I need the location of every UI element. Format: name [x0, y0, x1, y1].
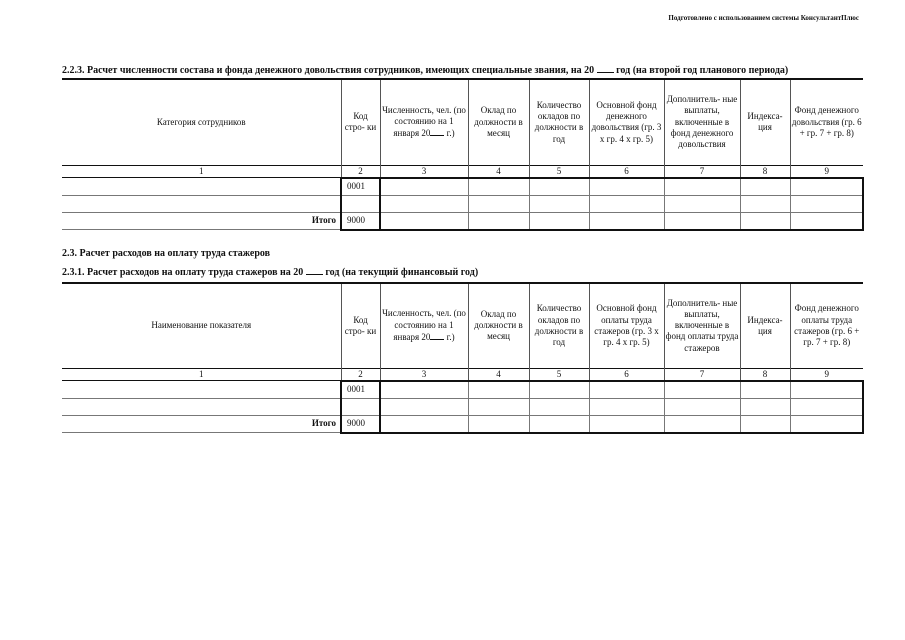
- total-value-cell[interactable]: [664, 415, 740, 433]
- indicator-cell[interactable]: [62, 398, 341, 415]
- total-value-cell[interactable]: [529, 415, 589, 433]
- category-cell[interactable]: [62, 178, 341, 196]
- col-number: 7: [664, 165, 740, 178]
- value-cell[interactable]: [790, 381, 863, 399]
- total-value-cell[interactable]: [790, 212, 863, 230]
- value-cell[interactable]: [529, 178, 589, 196]
- table-row: [62, 178, 863, 196]
- value-cell[interactable]: [589, 398, 664, 415]
- value-cell[interactable]: [529, 398, 589, 415]
- value-cell[interactable]: [664, 178, 740, 196]
- year-suffix: г.): [446, 128, 455, 139]
- section-title-prefix: 2.2.3. Расчет численности состава и фонда денежного довольствия сотрудников, имеющих специальные звания, на 20: [62, 65, 595, 76]
- value-cell[interactable]: [380, 178, 468, 196]
- total-row: [62, 415, 863, 433]
- row-code-cell: [341, 398, 380, 415]
- total-value-cell[interactable]: [468, 212, 529, 230]
- col-header-headcount: [380, 283, 468, 368]
- table-row: [62, 195, 863, 212]
- col-header-salary: Оклад по должности в месяц: [468, 79, 529, 165]
- indicator-cell[interactable]: [62, 381, 341, 399]
- col-number: 1: [62, 368, 341, 381]
- section-2-3-1-title: [62, 266, 478, 278]
- col-number: 4: [468, 165, 529, 178]
- value-cell[interactable]: [589, 178, 664, 196]
- col-header-category: Категория сотрудников: [62, 79, 341, 165]
- col-header-additional-payments: Дополнитель- ные выплаты, включенные в фонд денежного довольствия: [664, 79, 740, 165]
- year-blank: [430, 331, 444, 340]
- value-cell[interactable]: [529, 381, 589, 399]
- value-cell[interactable]: [589, 195, 664, 212]
- total-code-cell: 9000: [341, 212, 380, 230]
- headcount-label: Численность, чел. (по состоянию на 1 января 20: [382, 104, 466, 139]
- col-number: 6: [589, 368, 664, 381]
- col-number: 3: [380, 368, 468, 381]
- total-value-cell[interactable]: [589, 212, 664, 230]
- value-cell[interactable]: [740, 195, 790, 212]
- col-number: 9: [790, 165, 863, 178]
- total-value-cell[interactable]: [790, 415, 863, 433]
- value-cell[interactable]: [740, 381, 790, 399]
- value-cell[interactable]: [664, 195, 740, 212]
- table-row: [62, 381, 863, 399]
- value-cell[interactable]: [380, 398, 468, 415]
- value-cell[interactable]: [790, 178, 863, 196]
- year-suffix: г.): [446, 331, 455, 342]
- col-number: 5: [529, 368, 589, 381]
- year-blank: [430, 127, 444, 136]
- total-row: [62, 212, 863, 230]
- section-2-3-title: 2.3. Расчет расходов на оплату труда стажеров: [62, 248, 271, 259]
- value-cell[interactable]: [468, 398, 529, 415]
- total-value-cell[interactable]: [468, 415, 529, 433]
- total-value-cell[interactable]: [664, 212, 740, 230]
- col-header-salaries-count: Количество окладов по должности в год: [529, 79, 589, 165]
- col-number: 2: [341, 165, 380, 178]
- col-header-salary: Оклад по должности в месяц: [468, 283, 529, 368]
- value-cell[interactable]: [380, 195, 468, 212]
- value-cell[interactable]: [664, 381, 740, 399]
- value-cell[interactable]: [468, 381, 529, 399]
- total-value-cell[interactable]: [380, 415, 468, 433]
- row-code-cell: 0001: [341, 381, 380, 399]
- category-cell[interactable]: [62, 195, 341, 212]
- value-cell[interactable]: [468, 195, 529, 212]
- col-header-indexation: Индекса- ция: [740, 79, 790, 165]
- col-header-total-fund: Фонд денежного довольствия (гр. 6 + гр. 7 + гр. 8): [790, 79, 863, 165]
- total-value-cell[interactable]: [380, 212, 468, 230]
- value-cell[interactable]: [380, 381, 468, 399]
- value-cell[interactable]: [529, 195, 589, 212]
- value-cell[interactable]: [589, 381, 664, 399]
- headcount-label: Численность, чел. (по состоянию на 1 января 20: [382, 308, 466, 342]
- year-blank: [597, 64, 614, 73]
- col-number: 9: [790, 368, 863, 381]
- table-trainee-payroll: [62, 282, 864, 434]
- col-header-indicator: Наименование показателя: [62, 283, 341, 368]
- document-source-note: Подготовлено с использованием системы КонсультантПлюс: [668, 14, 859, 22]
- value-cell[interactable]: [468, 178, 529, 196]
- col-number: 2: [341, 368, 380, 381]
- col-header-additional-payments: Дополнитель- ные выплаты, включенные в фонд оплаты труда стажеров: [664, 283, 740, 368]
- section-title-suffix: год (на второй год планового периода): [616, 65, 789, 76]
- table-row: [62, 398, 863, 415]
- col-header-salaries-count: Количество окладов по должности в год: [529, 283, 589, 368]
- col-header-total-fund: Фонд денежного оплаты труда стажеров (гр. 6 + гр. 7 + гр. 8): [790, 283, 863, 368]
- col-number: 4: [468, 368, 529, 381]
- total-label: Итого: [62, 212, 341, 230]
- col-header-base-fund: Основной фонд оплаты труда стажеров (гр. 3 x гр. 4 x гр. 5): [589, 283, 664, 368]
- total-label: Итого: [62, 415, 341, 433]
- value-cell[interactable]: [664, 398, 740, 415]
- col-number: 6: [589, 165, 664, 178]
- col-number: 8: [740, 368, 790, 381]
- section-title-prefix: 2.3.1. Расчет расходов на оплату труда стажеров на 20: [62, 267, 304, 278]
- row-code-cell: 0001: [341, 178, 380, 196]
- col-number: 5: [529, 165, 589, 178]
- row-code-cell: [341, 195, 380, 212]
- table-staff-allowance: [62, 78, 864, 231]
- col-header-row-code: Код стро- ки: [341, 283, 380, 368]
- value-cell[interactable]: [740, 398, 790, 415]
- col-header-headcount: [380, 79, 468, 165]
- total-value-cell[interactable]: [589, 415, 664, 433]
- value-cell[interactable]: [740, 178, 790, 196]
- value-cell[interactable]: [790, 195, 863, 212]
- col-header-base-fund: Основной фонд денежного довольствия (гр. 3 x гр. 4 x гр. 5): [589, 79, 664, 165]
- total-value-cell[interactable]: [740, 415, 790, 433]
- col-number: 3: [380, 165, 468, 178]
- section-2-2-3-title: [62, 64, 788, 76]
- col-number: 1: [62, 165, 341, 178]
- col-header-indexation: Индекса- ция: [740, 283, 790, 368]
- year-blank: [306, 266, 323, 275]
- total-value-cell[interactable]: [740, 212, 790, 230]
- col-header-row-code: Код стро- ки: [341, 79, 380, 165]
- section-title-suffix: год (на текущий финансовый год): [325, 267, 479, 278]
- total-code-cell: 9000: [341, 415, 380, 433]
- col-number: 8: [740, 165, 790, 178]
- total-value-cell[interactable]: [529, 212, 589, 230]
- value-cell[interactable]: [790, 398, 863, 415]
- col-number: 7: [664, 368, 740, 381]
